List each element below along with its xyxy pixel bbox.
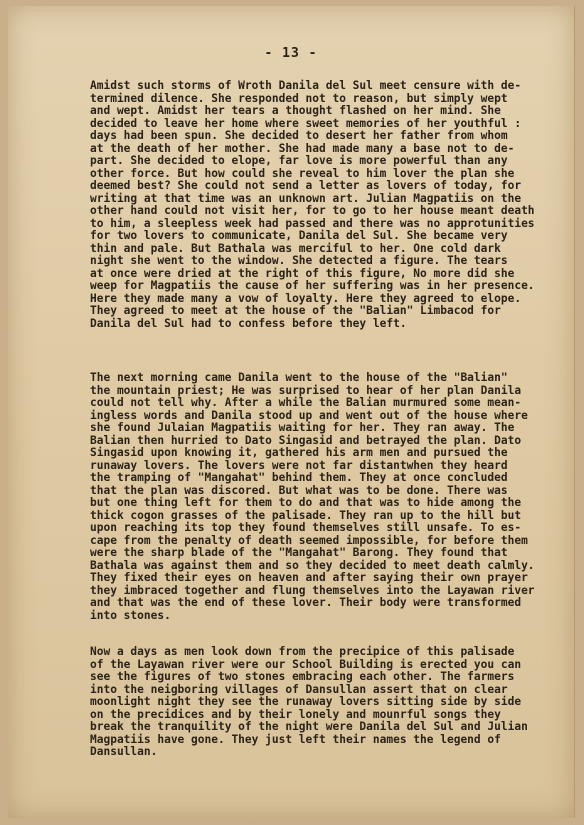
text-line: Dansullan. [90, 745, 158, 758]
text-line: break the tranquility of the night were Danila del Sul and Julian [90, 720, 528, 733]
text-line: writing at that time was an unknown art. Julian Magpatiis on the [90, 191, 522, 205]
text-line: were the sharp blade of the "Mangahat" Barong. They found that [90, 546, 508, 559]
text-line: thin and pale. But Bathala was merciful to her. One cold dark [90, 241, 501, 255]
text-line: cape from the penalty of death seemed impossible, for before them [90, 533, 528, 547]
text-line: could not tell why. After a while the Balian murmured some mean- [90, 396, 522, 409]
document-page [8, 6, 575, 818]
text-line: Balian then hurried to Dato Singasid and betrayed the plan. Dato [90, 433, 522, 447]
text-line: see the figures of two stones embracing each other. The farmers [90, 670, 515, 683]
text-line: she found Julaian Magpatiis waiting for her. They ran away. The [90, 421, 515, 434]
text-line: Danila del Sul had to confess before they left. [90, 316, 407, 330]
text-line: at once were dried at the right of this figure, No more did she [90, 266, 515, 280]
text-line: They fixed their eyes on heaven and after saying their own prayer [90, 571, 528, 584]
text-line: They agreed to meet at the house of the "Balian" Limbacod for [90, 304, 501, 317]
text-line: Bathala was against them and so they decided to meet death calmly. [90, 558, 535, 572]
text-line: thick cogon grasses of the palisade. They ran up to the hill but [90, 508, 522, 522]
text-line: part. She decided to elope, far love is more powerful than any [90, 154, 508, 167]
paragraph-1 [90, 80, 535, 330]
text-line: ingless words and Danila stood up and went out of the house where [90, 408, 528, 422]
page-number: - 13 - [264, 46, 318, 61]
text-line: the tramping of "Mangahat" behind them. They at once concluded [90, 471, 508, 484]
text-line: the mountain priest; He was surprised to hear of her plan Danila [90, 383, 522, 397]
text-line: termined dilence. She responded not to reason, but simply wept [90, 91, 508, 105]
paragraph-3 [90, 646, 528, 759]
text-line: deemed best? She could not send a letter as lovers of today, for [90, 179, 522, 192]
text-line: Amidst such storms of Wroth Danila del Sul meet censure with de- [90, 79, 522, 92]
text-line: moonlight night they see the runaway lovers sitting side by side [90, 695, 522, 708]
text-line: Here they made many a vow of loyalty. Here they agreed to elope. [90, 291, 522, 305]
text-line: Magpatiis have gone. They just left their names the legend of [90, 732, 501, 746]
text-line: into stones. [90, 608, 171, 622]
text-line: upon reaching its top they found themselves still unsafe. To es- [90, 521, 522, 534]
text-line: but one thing left for them to do and that was to hide among the [90, 496, 522, 509]
text-line: and that was the end of these lover. Their body were transformed [90, 596, 522, 609]
text-line: at the death of her mother. She had made many a base not to de- [90, 141, 515, 155]
text-line: other hand could not visit her, for to go to her house meant death [90, 204, 535, 217]
text-line: they imbraced together and flung themselves into the Layawan river [90, 583, 535, 597]
text-line: on the precidices and by their lonely and mounrful songs they [90, 707, 501, 721]
text-line: The next morning came Danila went to the house of the "Balian" [90, 371, 508, 384]
text-line: of the Layawan river were our School Building is erected you can [90, 657, 522, 671]
text-line: to him, a sleepless week had passed and there was no approtunities [90, 216, 535, 230]
paragraph-2 [90, 372, 535, 622]
text-line: night she went to the window. She detected a figure. The tears [90, 254, 508, 267]
text-line: weep for Magpatiis the cause of her suffering was in her presence. [90, 279, 535, 292]
text-line: that the plan was discored. But what was to be done. There was [90, 483, 508, 497]
text-line: Now a days as men look down from the precipice of this palisade [90, 645, 515, 658]
text-line: days had been spun. She decided to desert her father from whom [90, 129, 508, 142]
text-line: Singasid upon knowing it, gathered his arm men and pursued the [90, 446, 508, 459]
text-line: into the neigboring villages of Dansullan assert that on clear [90, 682, 508, 696]
text-line: for two lovers to communicate, Danila del Sul. She became very [90, 229, 508, 242]
text-line: and wept. Amidst her tears a thought flashed on her mind. She [90, 104, 501, 117]
text-line: other force. But how could she reveal to him lover the plan she [90, 166, 515, 180]
text-line: decided to leave her home where sweet memories of her youthful : [90, 116, 522, 130]
text-line: runaway lovers. The lovers were not far distantwhen they heard [90, 458, 508, 472]
